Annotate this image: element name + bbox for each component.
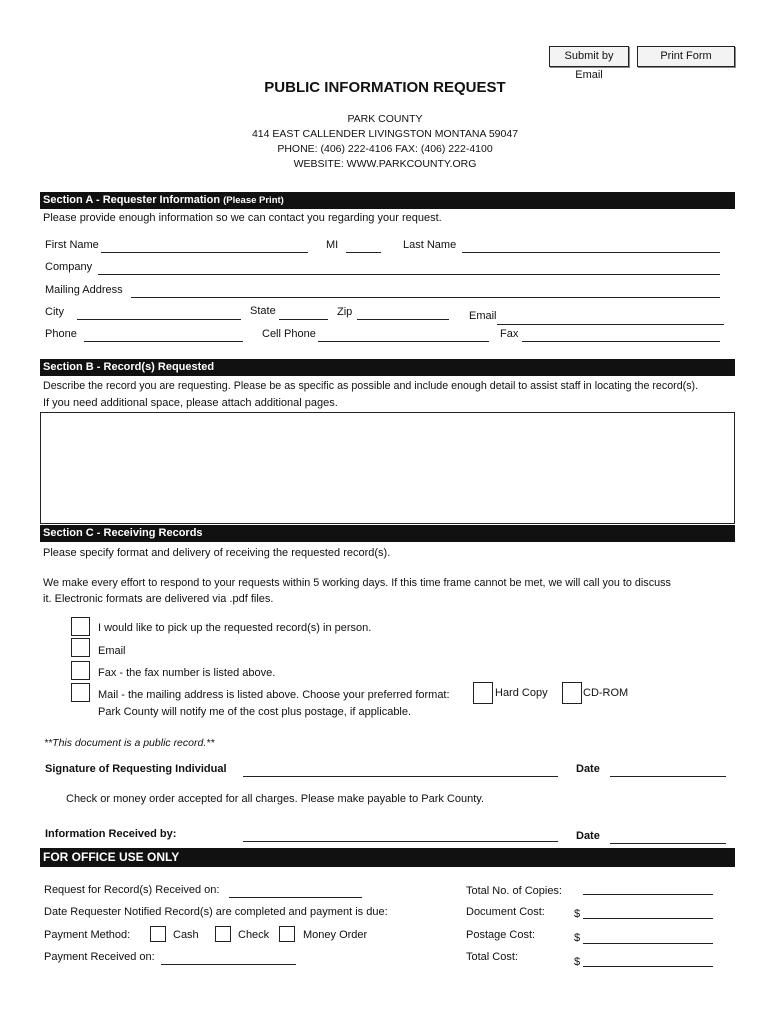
form-title: PUBLIC INFORMATION REQUEST xyxy=(264,79,506,96)
record-description-textarea[interactable] xyxy=(40,412,735,524)
section-b-header xyxy=(40,359,735,376)
signature-date-field[interactable] xyxy=(610,776,726,777)
total-cost-field[interactable] xyxy=(583,966,713,967)
mi-label: MI xyxy=(326,239,339,251)
phone-field[interactable] xyxy=(84,341,243,342)
total-copies-label: Total No. of Copies: xyxy=(466,885,562,897)
postage-cost-currency: $ xyxy=(574,932,581,944)
signature-date-label: Date xyxy=(576,763,600,775)
cell-phone-label: Cell Phone xyxy=(262,328,316,340)
postage-cost-label: Postage Cost: xyxy=(466,929,536,941)
check-checkbox[interactable] xyxy=(215,926,231,942)
state-label: State xyxy=(250,305,276,317)
city-field[interactable] xyxy=(77,319,241,320)
money-order-label: Money Order xyxy=(303,929,368,941)
payment-received-label: Payment Received on: xyxy=(44,951,155,963)
email-option-label: Email xyxy=(98,645,126,657)
info-received-field[interactable] xyxy=(243,841,558,842)
document-cost-label: Document Cost: xyxy=(466,906,545,918)
document-cost-currency: $ xyxy=(574,908,581,920)
cd-rom-checkbox[interactable] xyxy=(562,682,582,704)
zip-field[interactable] xyxy=(357,319,449,320)
mail-checkbox[interactable] xyxy=(71,683,90,702)
request-received-label: Request for Record(s) Received on: xyxy=(44,884,220,896)
company-field[interactable] xyxy=(98,274,720,275)
info-received-label: Information Received by: xyxy=(45,828,177,840)
mailing-address-field[interactable] xyxy=(131,297,720,298)
signature-field[interactable] xyxy=(243,776,558,777)
company-label: Company xyxy=(45,261,93,273)
city-label: City xyxy=(45,306,64,318)
cell-phone-field[interactable] xyxy=(318,341,489,342)
section-c-instructions: Please specify format and delivery of receiving the requested record(s). xyxy=(43,547,391,559)
print-form-button[interactable]: Print Form xyxy=(637,46,735,67)
email-checkbox[interactable] xyxy=(71,638,90,657)
email-label: Email xyxy=(469,310,497,322)
submit-by-email-button[interactable]: Submit by Email xyxy=(549,46,629,67)
section-b-title: Section B - Record(s) Requested xyxy=(43,361,215,373)
section-c-effort-1: We make every effort to respond to your requests within 5 working days. If this time frame cannot be met, we will call you to discuss xyxy=(43,577,671,589)
money-order-checkbox[interactable] xyxy=(279,926,295,942)
cash-checkbox[interactable] xyxy=(150,926,166,942)
payment-note: Check or money order accepted for all charges. Please make payable to Park County. xyxy=(66,793,485,805)
zip-label: Zip xyxy=(337,306,353,318)
info-received-date-field[interactable] xyxy=(610,843,726,844)
mailing-address-label: Mailing Address xyxy=(45,284,123,296)
cd-rom-label: CD-ROM xyxy=(583,687,629,699)
phone-label: Phone xyxy=(45,328,77,340)
state-field[interactable] xyxy=(279,319,328,320)
check-label: Check xyxy=(238,929,270,941)
total-cost-currency: $ xyxy=(574,956,581,968)
section-b-instructions-1: Describe the record you are requesting. Please be as specific as possible and include enough detail to assist staff in locating the record(s). xyxy=(43,380,699,392)
info-received-date-label: Date xyxy=(576,830,600,842)
section-b-instructions-2: If you need additional space, please attach additional pages. xyxy=(43,397,338,409)
notified-label: Date Requester Notified Record(s) are completed and payment is due: xyxy=(44,906,388,918)
first-name-field[interactable] xyxy=(101,252,308,253)
section-a-header xyxy=(40,192,735,209)
section-c-effort-2: it. Electronic formats are delivered via .pdf files. xyxy=(43,593,274,605)
payment-received-field[interactable] xyxy=(161,964,296,965)
last-name-field[interactable] xyxy=(462,252,720,253)
email-field[interactable] xyxy=(497,324,724,325)
signature-label: Signature of Requesting Individual xyxy=(45,763,227,775)
last-name-label: Last Name xyxy=(403,239,457,251)
fax-checkbox[interactable] xyxy=(71,661,90,680)
org-address: 414 EAST CALLENDER LIVINGSTON MONTANA 59047 xyxy=(251,128,519,140)
mail-note: Park County will notify me of the cost plus postage, if applicable. xyxy=(98,706,412,718)
section-c-title: Section C - Receiving Records xyxy=(43,527,203,539)
mi-field[interactable] xyxy=(346,252,381,253)
first-name-label: First Name xyxy=(45,239,99,251)
pickup-checkbox[interactable] xyxy=(71,617,90,636)
fax-field[interactable] xyxy=(522,341,720,342)
section-a-instructions: Please provide enough information so we can contact you regarding your request. xyxy=(43,212,442,224)
org-name: PARK COUNTY xyxy=(347,113,423,125)
hard-copy-checkbox[interactable] xyxy=(473,682,493,704)
hard-copy-label: Hard Copy xyxy=(495,687,548,699)
postage-cost-field[interactable] xyxy=(583,943,713,944)
org-phone: PHONE: (406) 222-4106 FAX: (406) 222-4100 xyxy=(277,143,493,155)
pickup-label: I would like to pick up the requested record(s) in person. xyxy=(98,622,372,634)
org-website: WEBSITE: WWW.PARKCOUNTY.ORG xyxy=(293,158,477,170)
fax-label: Fax xyxy=(500,328,519,340)
total-cost-label: Total Cost: xyxy=(466,951,518,963)
record-description-value xyxy=(41,413,734,421)
cash-label: Cash xyxy=(173,929,199,941)
mail-option-label: Mail - the mailing address is listed above. Choose your preferred format: xyxy=(98,689,450,701)
request-received-field[interactable] xyxy=(229,897,362,898)
public-record-note: **This document is a public record.** xyxy=(44,737,215,749)
document-cost-field[interactable] xyxy=(583,918,713,919)
office-use-header xyxy=(40,848,735,867)
section-c-header xyxy=(40,525,735,542)
section-a-note: (Please Print) xyxy=(223,195,284,206)
section-a-title: Section A - Requester Information xyxy=(43,194,221,206)
payment-method-label: Payment Method: xyxy=(44,929,131,941)
total-copies-field[interactable] xyxy=(583,894,713,895)
office-use-title: FOR OFFICE USE ONLY xyxy=(43,850,180,864)
fax-option-label: Fax - the fax number is listed above. xyxy=(98,667,276,679)
